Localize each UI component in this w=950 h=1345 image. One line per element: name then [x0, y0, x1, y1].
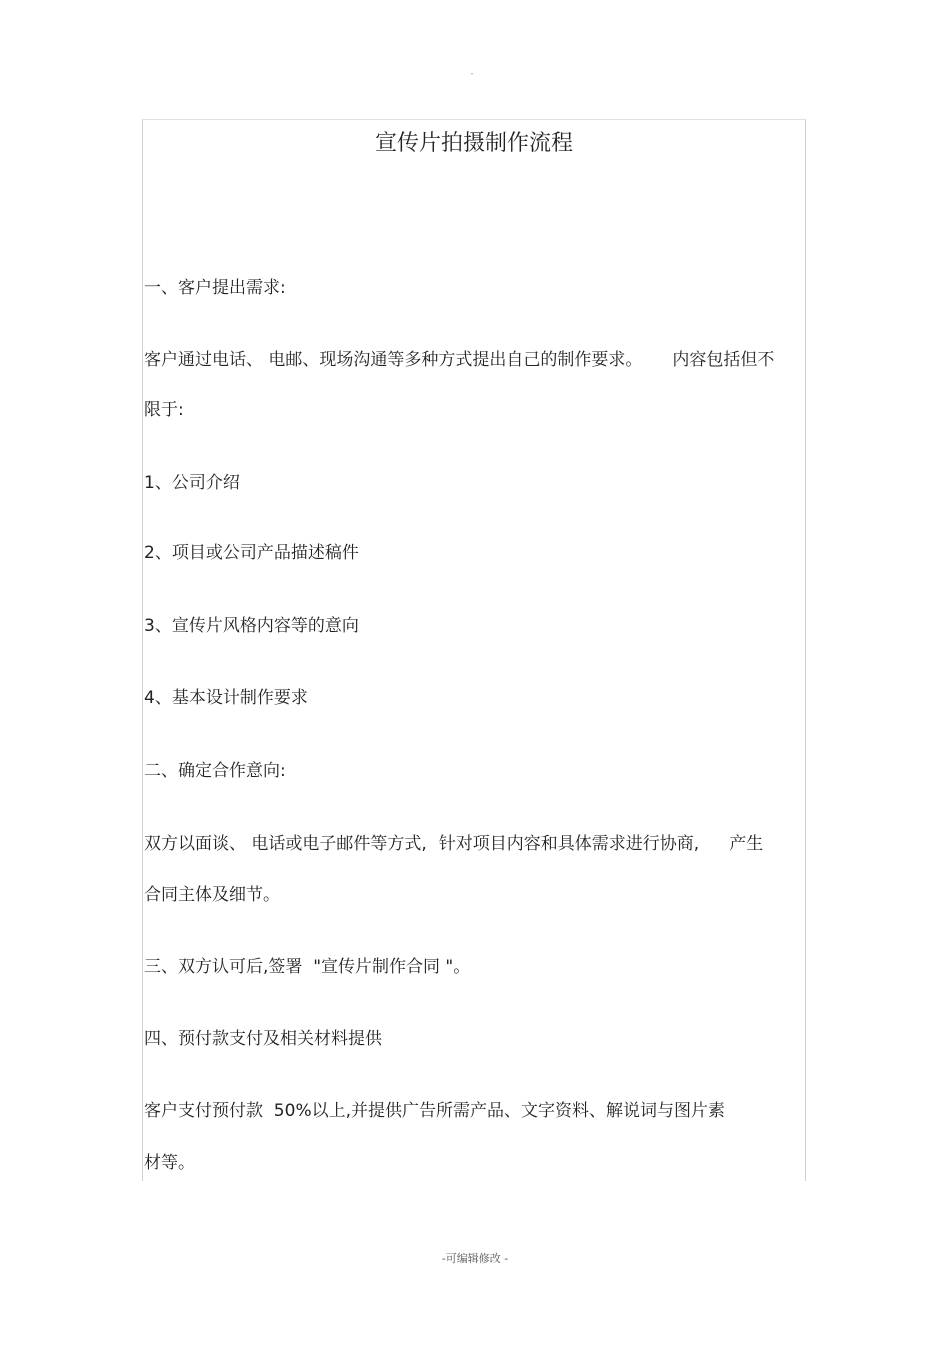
section-1-paragraph-part-b: 内容包括但不	[672, 350, 775, 370]
section-2-paragraph-part-a3: 产生	[729, 834, 764, 854]
list-item-4: 4、基本设计制作要求	[144, 688, 308, 708]
section-2-paragraph-part-a2: 针对项目内容和具体需求进行协商,	[438, 834, 700, 854]
list-item-1: 1、公司介绍	[144, 473, 240, 493]
section-2-paragraph-line-2: 合同主体及细节。	[144, 885, 280, 905]
section-1-paragraph-line-1	[144, 348, 774, 372]
list-item-3: 3、宣传片风格内容等的意向	[144, 616, 359, 636]
section-1-paragraph-line-2: 限于:	[144, 400, 184, 420]
section-4-paragraph-line-2: 材等。	[144, 1153, 195, 1173]
footer-note: -可编辑修改 -	[441, 1252, 509, 1265]
section-4-paragraph-line-1: 客户支付预付款 50%以上,并提供广告所需产品、文字资料、解说词与图片素	[144, 1101, 725, 1121]
section-2-heading: 二、确定合作意向:	[144, 761, 286, 781]
list-item-2: 2、项目或公司产品描述稿件	[144, 543, 359, 563]
section-1-paragraph-part-a: 客户通过电话、 电邮、现场沟通等多种方式提出自己的制作要求。	[144, 350, 643, 370]
section-2-paragraph-part-a1: 双方以面谈、 电话或电子邮件等方式,	[144, 834, 427, 854]
section-2-paragraph-line-1	[144, 832, 763, 856]
section-3-line: 三、双方认可后,签署 "宣传片制作合同 "。	[144, 957, 471, 977]
section-4-heading: 四、预付款支付及相关材料提供	[144, 1029, 382, 1049]
section-1-heading: 一、客户提出需求:	[144, 278, 286, 298]
top-mark: -	[470, 69, 474, 79]
document-title: 宣传片拍摄制作流程	[374, 131, 573, 156]
